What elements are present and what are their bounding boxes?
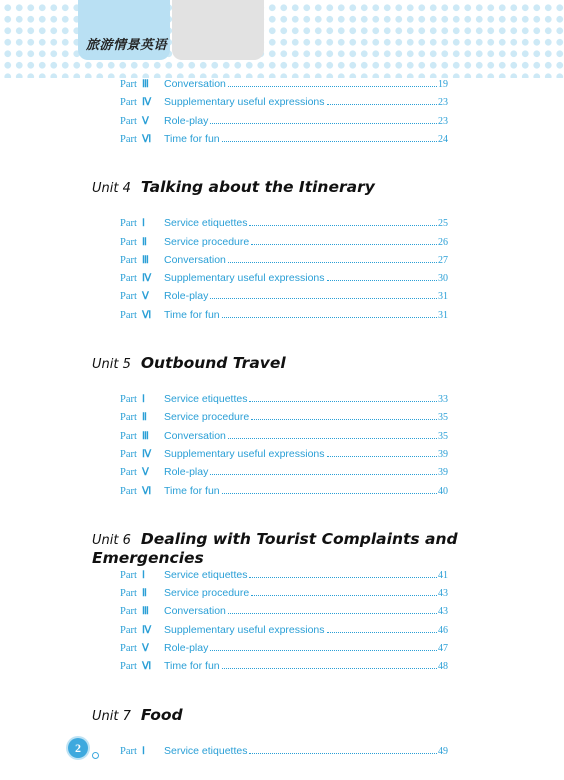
entry-title: Service etiquettes: [164, 217, 248, 230]
unit-title: Outbound Travel: [140, 354, 286, 372]
part-number: Ⅴ: [142, 643, 149, 654]
entry-page-number: 35: [438, 412, 448, 424]
part-label: Part: [120, 661, 137, 673]
entry-page-number: 30: [438, 273, 448, 285]
part-label: Part: [120, 643, 137, 654]
entry-title: Supplementary useful expressions: [164, 96, 325, 109]
part-label: Part: [120, 115, 137, 127]
toc-entry[interactable]: [120, 250, 448, 266]
toc-entry[interactable]: [120, 305, 448, 321]
toc-entry[interactable]: [120, 462, 448, 478]
part-label: Part: [120, 291, 137, 303]
part-label: Part: [120, 430, 137, 442]
entry-page-number: 27: [438, 254, 448, 266]
entry-page-number: 39: [438, 467, 448, 479]
entry-page-number: 43: [438, 606, 448, 618]
entry-title: Service etiquettes: [164, 568, 248, 581]
toc-entry[interactable]: [120, 286, 448, 302]
entry-page-number: 35: [438, 430, 448, 442]
unit-heading: [92, 177, 375, 196]
unit-title: Food: [140, 705, 183, 724]
part-label: Part: [120, 218, 137, 230]
entry-page-number: 33: [438, 394, 448, 405]
entry-page-number: 23: [438, 97, 448, 109]
part-number: Ⅰ: [142, 745, 145, 757]
dot-leader: [210, 650, 437, 651]
dot-leader: [210, 474, 437, 475]
toc-entry[interactable]: [120, 111, 448, 127]
part-number: Ⅲ: [142, 430, 149, 442]
part-number: Ⅱ: [142, 588, 147, 600]
unit-heading: [92, 705, 183, 724]
dot-leader: [251, 244, 437, 245]
entry-title: Role-play: [164, 642, 209, 654]
unit-title: Talking about the Itinerary: [140, 178, 375, 197]
dot-leader: [249, 753, 437, 754]
toc-entry[interactable]: [120, 741, 448, 757]
part-number: Ⅳ: [142, 273, 152, 285]
unit-label: Unit 4: [92, 181, 131, 197]
part-label: Part: [120, 624, 137, 636]
dot-leader: [327, 104, 437, 105]
entry-page-number: 39: [438, 448, 448, 460]
toc-entry[interactable]: [120, 407, 448, 423]
part-label: Part: [120, 273, 137, 285]
entry-title: Service procedure: [164, 411, 250, 424]
dot-leader: [249, 577, 437, 578]
entry-page-number: 49: [438, 745, 448, 757]
toc-entry[interactable]: [120, 74, 448, 90]
dot-leader: [222, 493, 437, 494]
entry-title: Conversation: [164, 605, 226, 618]
dot-leader: [210, 298, 437, 299]
page-number-dot: [92, 752, 99, 759]
part-number: Ⅵ: [142, 661, 152, 673]
part-number: Ⅲ: [142, 254, 149, 266]
toc-entry[interactable]: [120, 638, 448, 654]
part-label: Part: [120, 569, 137, 581]
dot-leader: [228, 262, 437, 263]
entry-page-number: 48: [438, 661, 448, 673]
dot-leader: [222, 668, 437, 669]
toc-entry[interactable]: [120, 268, 448, 284]
part-label: Part: [120, 97, 137, 109]
part-label: Part: [120, 79, 137, 90]
part-label: Part: [120, 467, 137, 479]
toc-entry[interactable]: [120, 656, 448, 672]
part-label: Part: [120, 606, 137, 618]
entry-page-number: 23: [438, 115, 448, 127]
book-title: 旅游情景英语: [86, 38, 168, 53]
page-header: [0, 0, 564, 78]
entry-title: Conversation: [164, 429, 226, 442]
unit-label: Unit 5: [92, 357, 131, 372]
part-label: Part: [120, 394, 137, 405]
toc-entry[interactable]: [120, 232, 448, 248]
unit-label: Unit 6: [92, 532, 131, 548]
entry-title: Supplementary useful expressions: [164, 447, 325, 460]
entry-page-number: 26: [438, 236, 448, 248]
dot-leader: [228, 438, 437, 439]
part-number: Ⅵ: [142, 133, 152, 145]
entry-title: Time for fun: [164, 660, 220, 673]
toc-entry[interactable]: [120, 92, 448, 108]
toc-entry[interactable]: [120, 601, 448, 617]
part-number: Ⅲ: [142, 606, 149, 618]
part-number: Ⅵ: [142, 485, 152, 497]
entry-title: Role-play: [164, 466, 209, 479]
entry-page-number: 19: [438, 79, 448, 90]
part-number: Ⅱ: [142, 412, 147, 424]
dot-leader: [228, 613, 437, 614]
dot-leader: [210, 123, 437, 124]
part-number: Ⅳ: [142, 448, 152, 460]
part-number: Ⅰ: [142, 569, 145, 581]
dot-leader: [228, 86, 437, 87]
dot-leader: [327, 280, 437, 281]
dot-leader: [222, 317, 437, 318]
dot-leader: [327, 456, 437, 457]
unit-heading: [92, 529, 564, 567]
entry-page-number: 31: [438, 291, 448, 303]
dot-leader: [249, 225, 437, 226]
entry-title: Role-play: [164, 290, 209, 303]
toc-entry[interactable]: [120, 129, 448, 145]
part-label: Part: [120, 745, 137, 757]
part-number: Ⅵ: [142, 309, 152, 321]
dot-leader: [251, 419, 437, 420]
entry-page-number: 25: [438, 218, 448, 230]
part-label: Part: [120, 485, 137, 497]
entry-title: Service procedure: [164, 235, 250, 248]
page-number: 2: [75, 740, 81, 755]
part-number: Ⅰ: [142, 218, 145, 230]
toc-entry[interactable]: [120, 426, 448, 442]
part-number: Ⅰ: [142, 394, 145, 405]
toc-entry[interactable]: [120, 481, 448, 497]
book-title-tab: [78, 0, 170, 60]
entry-title: Service procedure: [164, 587, 250, 600]
entry-page-number: 47: [438, 643, 448, 654]
entry-title: Service etiquettes: [164, 393, 248, 405]
entry-title: Time for fun: [164, 132, 220, 145]
unit-title: Dealing with Tourist Complaints and Emergencies: [92, 529, 458, 567]
entry-title: Time for fun: [164, 484, 220, 497]
part-label: Part: [120, 309, 137, 321]
part-label: Part: [120, 254, 137, 266]
dot-leader: [251, 595, 437, 596]
part-number: Ⅴ: [142, 291, 149, 303]
toc-entry[interactable]: [120, 620, 448, 636]
entry-title: Service etiquettes: [164, 744, 248, 757]
part-number: Ⅴ: [142, 467, 149, 479]
entry-title: Supplementary useful expressions: [164, 272, 325, 285]
entry-title: Conversation: [164, 78, 226, 90]
entry-page-number: 43: [438, 588, 448, 600]
part-label: Part: [120, 133, 137, 145]
part-number: Ⅱ: [142, 236, 147, 248]
part-number: Ⅳ: [142, 97, 152, 109]
toc-entry[interactable]: [120, 389, 448, 405]
entry-title: Supplementary useful expressions: [164, 623, 325, 636]
dot-leader: [222, 141, 437, 142]
part-label: Part: [120, 588, 137, 600]
unit-label: Unit 7: [92, 708, 131, 724]
unit-heading: [92, 353, 286, 372]
entry-page-number: 46: [438, 624, 448, 636]
part-label: Part: [120, 448, 137, 460]
toc-entry[interactable]: [120, 213, 448, 229]
entry-title: Time for fun: [164, 308, 220, 321]
part-label: Part: [120, 412, 137, 424]
page-number-badge: [68, 738, 88, 758]
entry-title: Role-play: [164, 114, 209, 127]
part-label: Part: [120, 236, 137, 248]
entry-title: Conversation: [164, 253, 226, 266]
entry-page-number: 40: [438, 485, 448, 497]
part-number: Ⅴ: [142, 115, 149, 127]
toc-entry[interactable]: [120, 583, 448, 599]
toc-entry[interactable]: [120, 565, 448, 581]
entry-page-number: 41: [438, 569, 448, 581]
entry-page-number: 31: [438, 309, 448, 321]
part-number: Ⅳ: [142, 624, 152, 636]
header-blank-tab: [172, 0, 264, 60]
toc-entry[interactable]: [120, 444, 448, 460]
entry-page-number: 24: [438, 133, 448, 145]
dot-leader: [327, 632, 437, 633]
dot-leader: [249, 401, 437, 402]
part-number: Ⅲ: [142, 79, 149, 90]
